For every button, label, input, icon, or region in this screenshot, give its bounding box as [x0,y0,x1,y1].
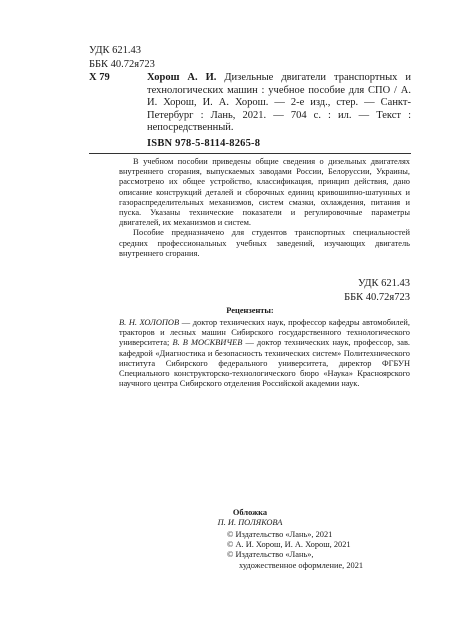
copyright-line: © Издательство «Лань», 2021 [227,530,333,539]
bbk-code: ББК 40.72я723 [344,292,410,303]
annotation-paragraph: Пособие предназначено для студентов транспортных специальностей средних профессиональных учебных заведений, изучающих двигатель внутреннего сгорания. [119,228,410,258]
bbk-code: ББК 40.72я723 [89,59,155,70]
reviewers-list [119,318,410,389]
classification-codes-bottom [310,277,410,305]
divider [89,153,411,154]
copyright-line: © А. И. Хорош, И. А. Хорош, 2021 [227,540,351,550]
reviewers-heading: Рецензенты: [226,306,274,315]
copyright-line: художественное оформление, 2021 [239,560,364,570]
biblio-description: Дизельные двигатели транспортных и технологических машин : учебное пособие для СПО / А. И. Хорош, И. А. Хорош. — 2-е изд., стер. — Санкт-Петербург : Лань, 2021. — 704 с. : ил. — Текст : непосредственный. [147,72,412,134]
reviewer-name: В. Н. ХОЛОПОВ [119,318,180,327]
biblio-author: Хорош А. И. [147,72,217,83]
cover-label: Обложка [232,508,268,517]
udk-code: УДК 621.43 [89,45,142,56]
annotation [119,157,410,259]
annotation-paragraph: В учебном пособии приведены общие сведения о дизельных двигателях внутреннего сгорания, выпускаемых заводами России, Белоруссии, Украины, рассмотрено их общее устройство, классификация, принцип действия, дано описание конструкций деталей и сборочных единиц кривошипно-шатунных и газораспределительных механизмов, систем смазки, охлаждения, питания и пуска. Указаны технические показатели и регулировочные параметры двигателей, их механизмов и систем. [119,157,410,228]
author-sign: Х 79 [89,72,110,83]
cover-credit [89,508,411,528]
copyright-line: © Издательство «Лань», [227,550,314,560]
copyright-notice [227,530,412,571]
isbn: ISBN 978-5-8114-8265-8 [147,138,261,149]
reviewer-entry [119,318,410,389]
reviewer-description: — доктор технических наук, профессор кафедры автомобилей, тракторов и лесных машин Сибирского государственного технологического университета; [119,318,410,348]
bibliographic-record [147,72,411,135]
udk-code: УДК 621.43 [357,278,410,289]
cover-artist: П. И. ПОЛЯКОВА [217,518,283,527]
classification-codes-top [89,44,155,72]
reviewer-description: — доктор технических наук, профессор, зав. кафедрой «Диагностика и безопасность технических систем» Политехнического института Сибирского федерального университета, директор ФГБУН Специального конструкторско-технологического бюро «Наука» Красноярского научного центра Сибирского отделения Российской академии наук. [119,338,410,389]
reviewer-name: В. В МОСКВИЧЕВ [172,338,243,348]
